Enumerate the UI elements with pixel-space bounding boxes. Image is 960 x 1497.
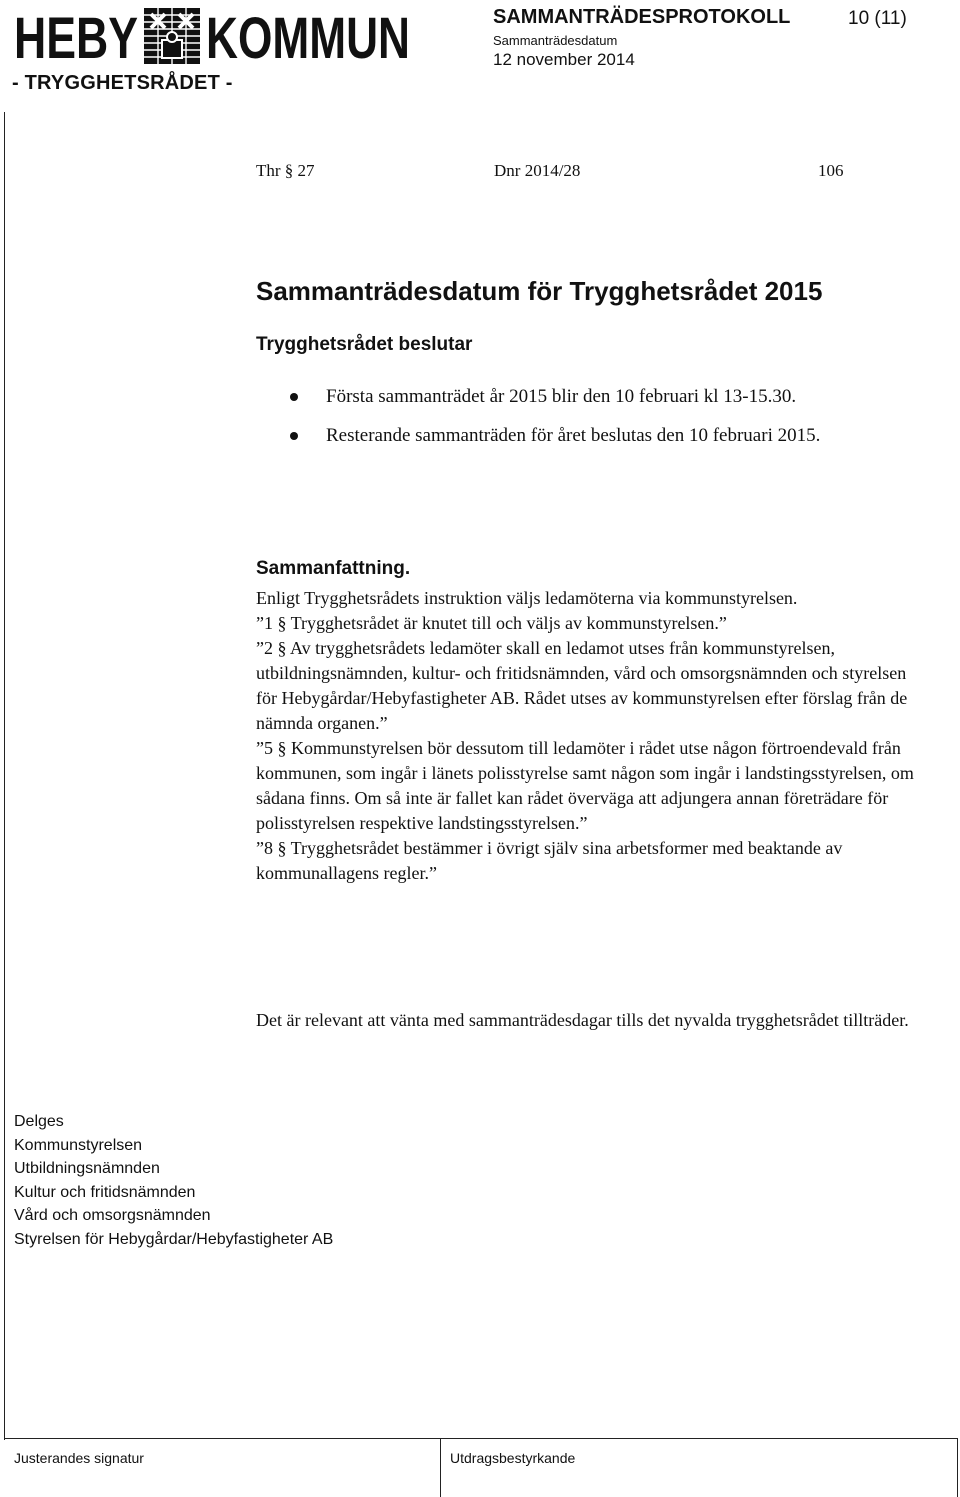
summary-paragraph: ”1 § Trygghetsrådet är knutet till och väljs av kommunstyrelsen.” <box>256 613 727 633</box>
distribution-heading: Delges <box>14 1113 64 1130</box>
page-indicator: 10 (11) <box>848 8 907 29</box>
decision-item <box>256 384 896 409</box>
distribution-recipient: Styrelsen för Hebygårdar/Hebyfastigheter AB <box>14 1230 334 1248</box>
document-number: 106 <box>818 161 844 180</box>
coat-of-arms-icon <box>144 8 200 64</box>
bullet-icon <box>290 393 298 401</box>
meeting-date-label: Sammanträdesdatum <box>493 33 618 48</box>
decision-heading: Trygghetsrådet beslutar <box>256 334 473 355</box>
diary-number: Dnr 2014/28 <box>494 161 581 180</box>
heby-kommun-logo <box>12 4 412 71</box>
distribution-recipient: Vård och omsorgsnämnden <box>14 1207 211 1224</box>
frame-right-rule <box>957 1438 958 1497</box>
frame-bottom-rule <box>4 1438 958 1439</box>
protocol-title: SAMMANTRÄDESPROTOKOLL <box>493 6 791 28</box>
paragraph-reference: Thr § 27 <box>256 161 315 180</box>
page-title: Sammanträdesdatum för Trygghetsrådet 2015 <box>256 276 823 306</box>
decision-list <box>256 384 896 462</box>
signature-divider <box>440 1438 441 1497</box>
signature-label: Justerandes signatur <box>14 1450 144 1466</box>
distribution-recipient: Kommunstyrelsen <box>14 1136 143 1154</box>
bullet-icon <box>290 432 298 440</box>
logo-text-heby: HEBY <box>14 6 138 71</box>
distribution-recipient: Kultur och fritidsnämnden <box>14 1183 196 1201</box>
summary-paragraph: ”2 § Av trygghetsrådets ledamöter skall en ledamot utses från kommunstyrelsen, utbildningsnämnden, kultur- och fritidsnämnden, vård och omsorgsnämnden och styrelsen för Hebygårdar/Hebyfastigheter AB. Rådet utses av kommunstyrelsen efter förslag från de nämnda organen.” <box>256 638 908 733</box>
decision-item <box>256 423 896 448</box>
logo-text-kommun: KOMMUN <box>206 6 410 71</box>
decision-item-text: Första sammanträdet år 2015 blir den 10 februari kl 13-15.30. <box>326 386 797 407</box>
summary-body <box>256 586 916 886</box>
meeting-date-value: 12 november 2014 <box>493 50 635 69</box>
decision-item-text: Resterande sammanträden för året beslutas den 10 februari 2015. <box>326 425 821 446</box>
note-paragraph: Det är relevant att vänta med sammanträdesdagar tills det nyvalda trygghetsrådet tillträder. <box>256 1010 909 1030</box>
certification-label: Utdragsbestyrkande <box>450 1450 576 1466</box>
frame-left-rule <box>4 112 5 1440</box>
summary-paragraph: Enligt Trygghetsrådets instruktion väljs ledamöterna via kommunstyrelsen. <box>256 588 798 608</box>
summary-paragraph: ”8 § Trygghetsrådet bestämmer i övrigt själv sina arbetsformer med beaktande av kommunallagens regler.” <box>256 838 843 883</box>
department-name: - TRYGGHETSRÅDET - <box>12 72 233 94</box>
distribution-list <box>14 1110 333 1251</box>
summary-paragraph: ”5 § Kommunstyrelsen bör dessutom till ledamöter i rådet utse någon förtroendevald från kommunen, som ingår i länets polisstyrelse samt någon som ingår i landstingsstyrelsen, om sådana finns. Om så inte är fallet kan rådet överväga att adjungera annan företrädare för polisstyrelsen respektive landstingsstyrelsen.” <box>256 738 914 833</box>
summary-heading: Sammanfattning. <box>256 558 411 579</box>
distribution-recipient: Utbildningsnämnden <box>14 1160 160 1177</box>
